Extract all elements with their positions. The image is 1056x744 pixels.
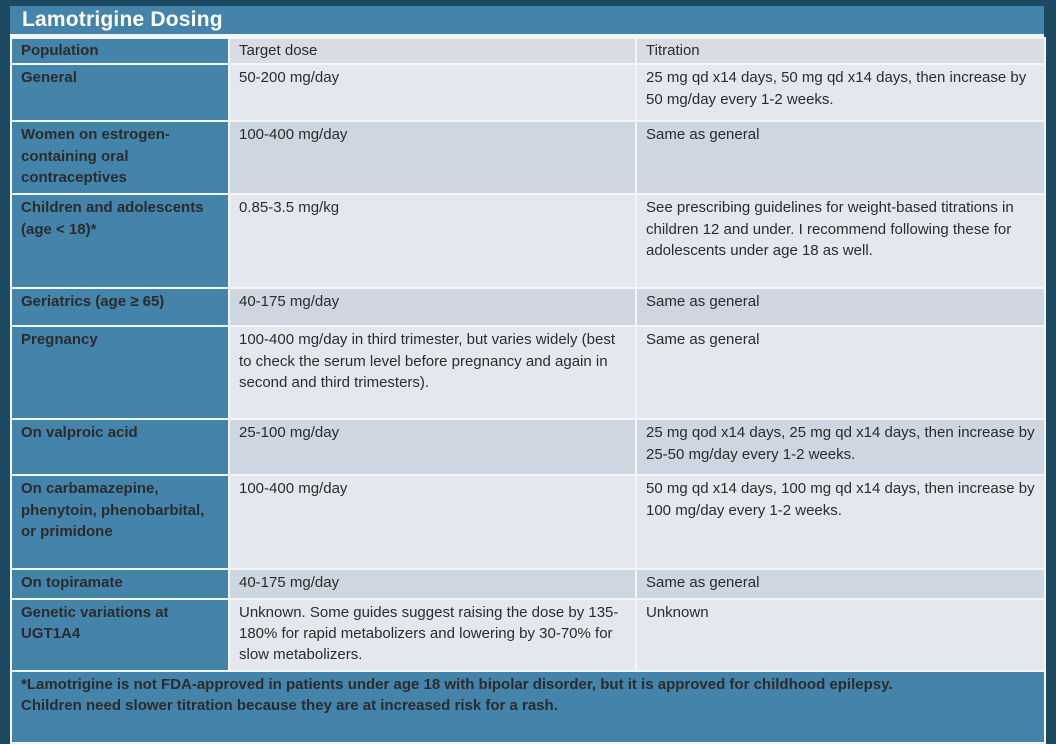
table-row (11, 569, 1045, 598)
column-header-titration: Titration (636, 38, 1045, 64)
titration-cell: 25 mg qd x14 days, 50 mg qd x14 days, then increase by 50 mg/day every 1-2 weeks. (636, 64, 1045, 121)
population-cell: Geriatrics (age ≥ 65) (11, 288, 229, 326)
table-row (11, 64, 1045, 121)
table-body (11, 64, 1045, 670)
footnote (11, 671, 1045, 743)
population-cell: Women on estrogen-containing oral contraceptives (11, 121, 229, 194)
table-row (11, 326, 1045, 419)
table-row (11, 121, 1045, 194)
page-title: Lamotrigine Dosing (22, 8, 223, 31)
target-dose-cell: 40-175 mg/day (229, 288, 636, 326)
titration-cell: Same as general (636, 326, 1045, 419)
title-bar (10, 6, 1044, 37)
population-cell: Genetic variations at UGT1A4 (11, 599, 229, 671)
titration-cell: See prescribing guidelines for weight-based titrations in children 12 and under. I recommend following these for adolescents under age 18 as well. (636, 194, 1045, 288)
target-dose-cell: Unknown. Some guides suggest raising the dose by 135-180% for rapid metabolizers and lowering by 30-70% for slow metabolizers. (229, 599, 636, 671)
titration-cell: Same as general (636, 121, 1045, 194)
target-dose-cell: 0.85-3.5 mg/kg (229, 194, 636, 288)
footnote-line-1: *Lamotrigine is not FDA-approved in patients under age 18 with bipolar disorder, but it is approved for childhood epilepsy. (21, 675, 893, 693)
dosing-table (10, 37, 1046, 744)
target-dose-cell: 50-200 mg/day (229, 64, 636, 121)
population-cell: On topiramate (11, 569, 229, 598)
titration-cell: 25 mg qod x14 days, 25 mg qd x14 days, then increase by 25-50 mg/day every 1-2 weeks. (636, 419, 1045, 475)
population-cell: On valproic acid (11, 419, 229, 475)
column-header-population: Population (11, 38, 229, 64)
population-cell: General (11, 64, 229, 121)
population-cell: On carbamazepine, phenytoin, phenobarbital, or primidone (11, 475, 229, 569)
target-dose-cell: 100-400 mg/day in third trimester, but varies widely (best to check the serum level before pregnancy and again in second and third trimesters). (229, 326, 636, 419)
target-dose-cell: 100-400 mg/day (229, 475, 636, 569)
column-header-target-dose: Target dose (229, 38, 636, 64)
target-dose-cell: 100-400 mg/day (229, 121, 636, 194)
target-dose-cell: 25-100 mg/day (229, 419, 636, 475)
slide-frame (10, 6, 1044, 744)
population-cell: Pregnancy (11, 326, 229, 419)
titration-cell: Same as general (636, 288, 1045, 326)
footnote-row (11, 671, 1045, 743)
target-dose-cell: 40-175 mg/day (229, 569, 636, 598)
population-cell: Children and adolescents (age < 18)* (11, 194, 229, 288)
footnote-line-2: Children need slower titration because they are at increased risk for a rash. (21, 696, 558, 714)
table-row (11, 288, 1045, 326)
table-row (11, 194, 1045, 288)
titration-cell: 50 mg qd x14 days, 100 mg qd x14 days, then increase by 100 mg/day every 1-2 weeks. (636, 475, 1045, 569)
titration-cell: Unknown (636, 599, 1045, 671)
titration-cell: Same as general (636, 569, 1045, 598)
table-header-row (11, 38, 1045, 64)
table-row (11, 599, 1045, 671)
table-row (11, 419, 1045, 475)
table-row (11, 475, 1045, 569)
